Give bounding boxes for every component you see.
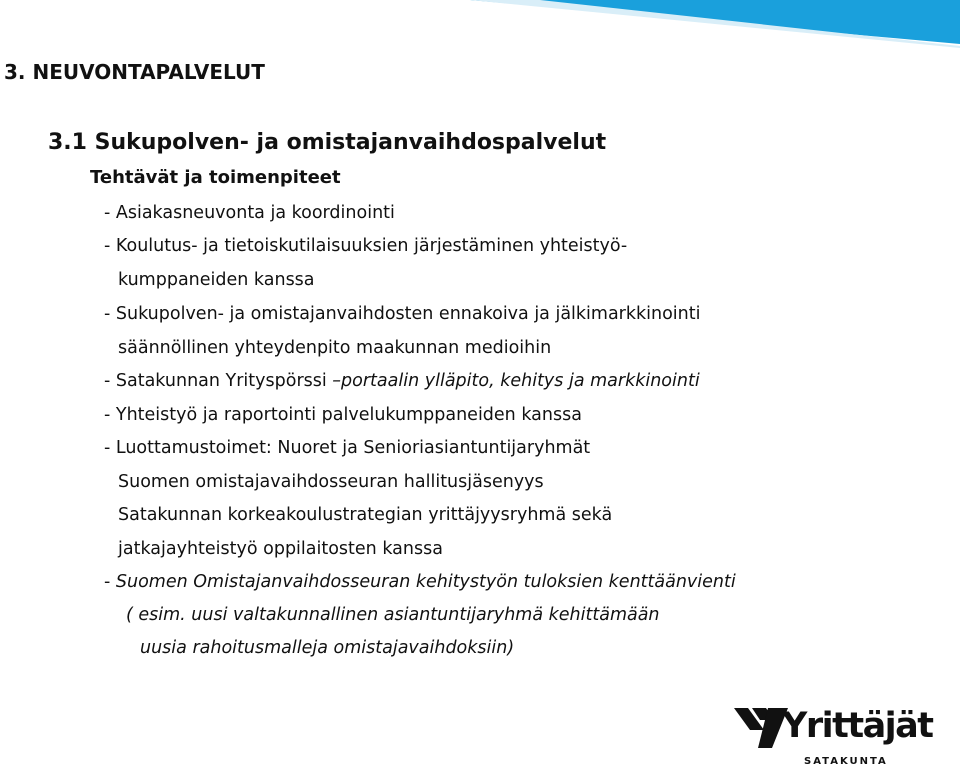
task-line: kumppaneiden kanssa <box>118 270 315 290</box>
task-line <box>104 570 736 594</box>
task-line-italic: Suomen Omistajanvaihdosseuran kehitystyön tuloksien kenttäänvienti <box>115 572 736 592</box>
task-line: - Yhteistyö ja raportointi palvelukumppaneiden kanssa <box>104 405 582 425</box>
task-line: Suomen omistajavaihdosseuran hallitusjäsenyys <box>118 472 544 492</box>
logo-wordmark: Yrittäjät <box>782 706 933 746</box>
logo-region: SATAKUNTA <box>804 756 888 767</box>
section-title: 3. NEUVONTAPALVELUT <box>4 60 265 84</box>
task-line: Satakunnan korkeakoulustrategian yrittäjyysryhmä sekä <box>118 505 613 525</box>
header-accent-stripe <box>0 0 960 60</box>
yrittajat-logo <box>730 700 933 774</box>
task-line-italic: –portaalin ylläpito, kehitys ja markkinointi <box>332 371 700 391</box>
yrittajat-logo-icon <box>734 708 788 748</box>
task-line-text: - Satakunnan Yrityspörssi <box>104 371 333 391</box>
tasks-heading: Tehtävät ja toimenpiteet <box>90 167 341 188</box>
task-line <box>104 369 700 393</box>
task-line: ( esim. uusi valtakunnallinen asiantuntijaryhmä kehittämään <box>126 605 660 625</box>
task-line: säännöllinen yhteydenpito maakunnan medioihin <box>118 338 552 358</box>
task-line: jatkajayhteistyö oppilaitosten kanssa <box>118 539 443 559</box>
task-line: - Luottamustoimet: Nuoret ja Senioriasiantuntijaryhmät <box>104 438 591 458</box>
task-line: - Sukupolven- ja omistajanvaihdosten ennakoiva ja jälkimarkkinointi <box>104 304 701 324</box>
subsection-title: 3.1 Sukupolven- ja omistajanvaihdospalvelut <box>48 130 607 155</box>
task-line: - Koulutus- ja tietoiskutilaisuuksien järjestäminen yhteistyö- <box>104 236 628 256</box>
task-line: uusia rahoitusmalleja omistajavaihdoksiin) <box>140 638 515 658</box>
task-line: - Asiakasneuvonta ja koordinointi <box>104 203 395 223</box>
task-line-text: - <box>104 572 116 592</box>
